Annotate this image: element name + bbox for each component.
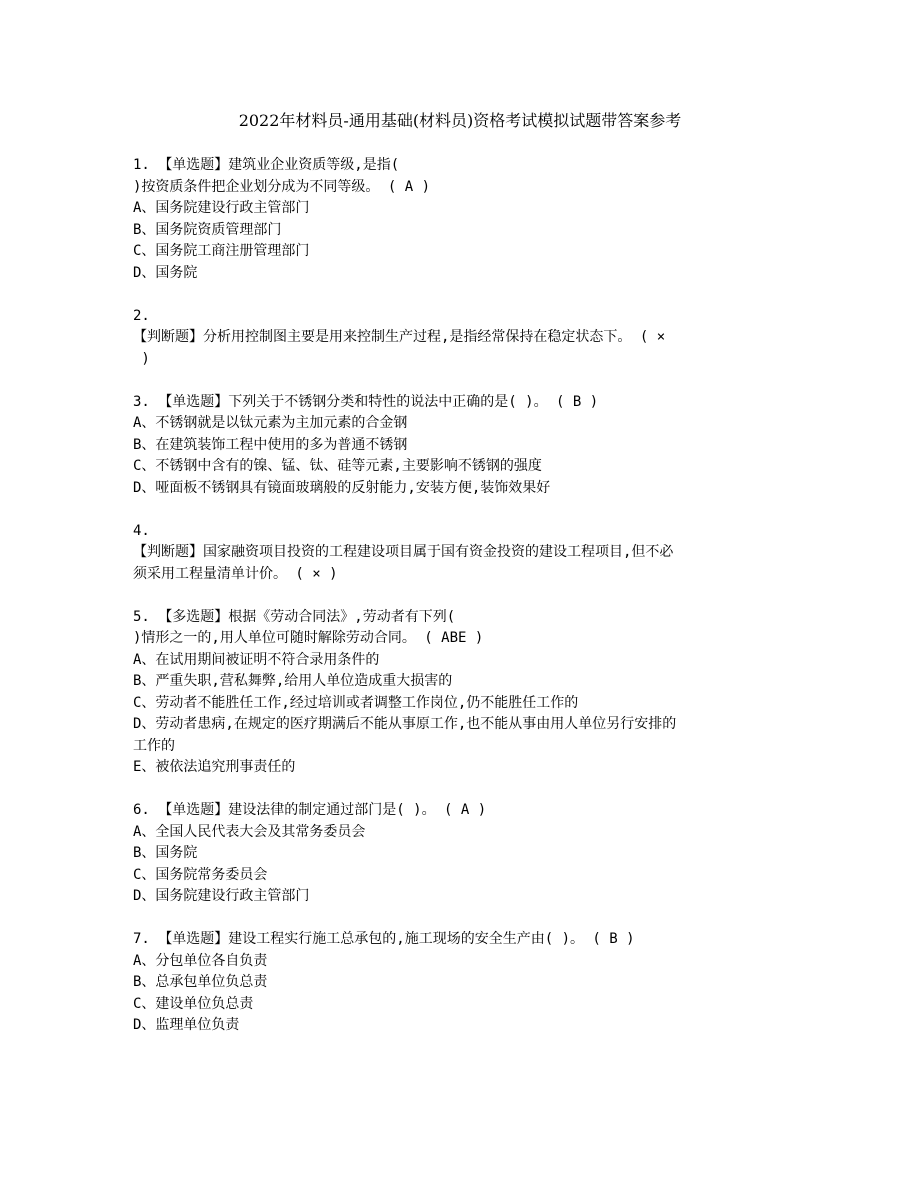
- question-7-option-d: D、监理单位负责: [133, 1017, 240, 1033]
- question-5-option-c: C、劳动者不能胜任工作,经过培训或者调整工作岗位,仍不能胜任工作的: [133, 694, 579, 711]
- question-6-option-d: D、国务院建设行政主管部门: [133, 888, 310, 904]
- question-2: [133, 306, 783, 371]
- question-3-option-c: C、不锈钢中含有的镍、锰、钛、硅等元素,主要影响不锈钢的强度: [133, 458, 542, 474]
- question-5-option-b: B、严重失职,营私舞弊,给用人单位造成重大损害的: [133, 673, 453, 689]
- question-list: [133, 155, 783, 1037]
- question-1: [133, 155, 783, 284]
- question-5-option-a: A、在试用期间被证明不符合录用条件的: [133, 651, 380, 668]
- question-2-stem-continued: ): [133, 350, 150, 367]
- question-6: [133, 800, 783, 908]
- document-title: 2022年材料员-通用基础(材料员)资格考试模拟试题带答案参考: [238, 111, 682, 130]
- question-3: [133, 392, 783, 500]
- question-5: [133, 607, 783, 779]
- question-2-stem: 【判断题】分析用控制图主要是用来控制生产过程,是指经常保持在稳定状态下。 ( ×: [133, 329, 666, 345]
- question-5-option-d-continued: 工作的: [133, 737, 175, 754]
- question-6-option-c: C、国务院常务委员会: [133, 866, 268, 883]
- question-5-stem: 5. 【多选题】根据《劳动合同法》,劳动者有下列(: [133, 608, 456, 625]
- question-5-stem-continued: )情形之一的,用人单位可随时解除劳动合同。 ( ABE ): [133, 630, 484, 646]
- question-1-option-b: B、国务院资质管理部门: [133, 221, 282, 238]
- question-7-option-c: C、建设单位负总责: [133, 995, 254, 1012]
- question-4-stem: 【判断题】国家融资项目投资的工程建设项目属于国有资金投资的建设工程项目,但不必: [133, 544, 674, 560]
- question-7: [133, 929, 783, 1037]
- question-3-option-b: B、在建筑装饰工程中使用的多为普通不锈钢: [133, 436, 408, 453]
- question-3-option-d: D、哑面板不锈钢具有镜面玻璃般的反射能力,安装方便,装饰效果好: [133, 479, 551, 496]
- question-4: [133, 521, 783, 586]
- question-6-option-a: A、全国人民代表大会及其常务委员会: [133, 823, 366, 840]
- question-1-stem-continued: )按资质条件把企业划分成为不同等级。 ( A ): [133, 178, 430, 195]
- question-3-option-a: A、不锈钢就是以钛元素为主加元素的合金钢: [133, 415, 408, 431]
- question-1-option-d: D、国务院: [133, 264, 198, 281]
- question-1-option-a: A、国务院建设行政主管部门: [133, 200, 310, 216]
- question-5-option-d: D、劳动者患病,在规定的医疗期满后不能从事原工作,也不能从事由用人单位另行安排的: [133, 716, 677, 732]
- question-6-option-b: B、国务院: [133, 845, 198, 861]
- question-6-stem: 6. 【单选题】建设法律的制定通过部门是( )。 ( A ): [133, 802, 487, 818]
- question-3-stem: 3. 【单选题】下列关于不锈钢分类和特性的说法中正确的是( )。 ( B ): [133, 393, 599, 410]
- question-1-stem: 1. 【单选题】建筑业企业资质等级,是指(: [133, 157, 400, 173]
- question-2-number: 2.: [133, 307, 150, 324]
- question-7-option-b: B、总承包单位负总责: [133, 974, 268, 990]
- question-7-option-a: A、分包单位各自负责: [133, 952, 268, 969]
- question-5-option-e: E、被依法追究刑事责任的: [133, 759, 296, 775]
- question-7-stem: 7. 【单选题】建设工程实行施工总承包的,施工现场的安全生产由( )。 ( B ): [133, 931, 635, 947]
- question-1-option-c: C、国务院工商注册管理部门: [133, 243, 310, 259]
- question-4-stem-continued: 须采用工程量清单计价。 ( × ): [133, 565, 338, 582]
- question-4-number: 4.: [133, 522, 150, 539]
